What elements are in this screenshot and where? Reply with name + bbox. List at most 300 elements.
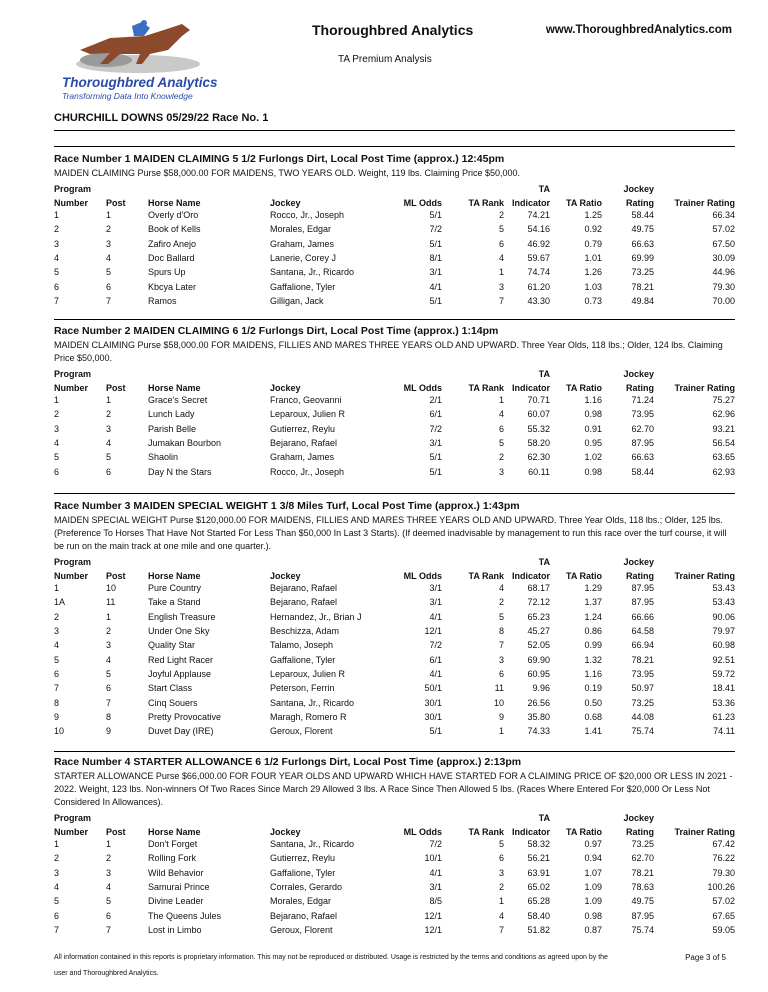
horse-name-cell: The Queens Jules (148, 910, 222, 921)
jockey-rating-cell: 64.58 (631, 626, 654, 637)
column-header (148, 809, 270, 823)
ta-ratio-cell: 1.24 (584, 611, 602, 622)
table-row (54, 894, 735, 908)
ta-indicator-cell: 68.17 (527, 583, 550, 594)
column-header: TA Rank (468, 571, 504, 581)
ml-odds-cell: 12/1 (424, 626, 442, 637)
table-row (54, 407, 735, 421)
column-header (148, 553, 270, 567)
horse-name-cell: Joyful Applause (148, 668, 212, 679)
table-row (54, 208, 735, 222)
ta-rank-cell: 6 (498, 668, 504, 679)
ta-ratio-cell: 0.97 (584, 839, 602, 850)
column-header: Jockey (623, 557, 654, 567)
jockey-rating-cell: 75.74 (631, 726, 654, 737)
horse-name-cell: Start Class (148, 683, 193, 694)
horse-name-cell: Lost in Limbo (148, 924, 202, 935)
ml-odds-cell: 5/1 (429, 210, 442, 221)
footer-disclaimer (54, 950, 654, 982)
table-row (54, 222, 735, 236)
column-header (270, 809, 366, 823)
ta-rank-cell: 6 (498, 238, 504, 249)
jockey-rating-cell: 71.24 (631, 395, 654, 406)
post-cell: 7 (106, 924, 112, 935)
column-header: TA Ratio (566, 383, 602, 393)
column-header (550, 809, 602, 823)
column-header: TA (538, 813, 550, 823)
column-header: Horse Name (148, 383, 201, 393)
jockey-cell: Bejarano, Rafael (270, 438, 338, 449)
ta-rank-cell: 2 (498, 597, 504, 608)
table-row (54, 265, 735, 279)
ta-indicator-cell: 9.96 (532, 683, 550, 694)
ml-odds-cell: 7/2 (429, 224, 442, 235)
column-header: TA (538, 369, 550, 379)
trainer-rating-cell: 100.26 (707, 882, 735, 893)
page-number: Page 3 of 5 (685, 953, 726, 962)
program-cell: 1 (54, 210, 60, 221)
trainer-rating-cell: 53.36 (712, 697, 735, 708)
program-cell: 6 (54, 466, 60, 477)
table-row (54, 908, 735, 922)
jockey-cell: Geroux, Florent (270, 726, 333, 737)
post-cell: 3 (106, 867, 112, 878)
logo (50, 20, 218, 101)
column-header: Number (54, 827, 89, 837)
horse-name-cell: Zafiro Anejo (148, 238, 197, 249)
post-cell: 4 (106, 654, 112, 665)
column-header: Trainer Rating (674, 383, 735, 393)
jockey-cell: Lanerie, Corey J (270, 253, 337, 264)
ta-indicator-cell: 26.56 (527, 697, 550, 708)
divider (54, 146, 735, 147)
column-header (550, 553, 602, 567)
ta-ratio-cell: 1.16 (584, 395, 602, 406)
program-cell: 7 (54, 683, 60, 694)
jockey-cell: Santana, Jr., Ricardo (270, 839, 355, 850)
jockey-cell: Bejarano, Rafael (270, 910, 338, 921)
jockey-rating-cell: 87.95 (631, 438, 654, 449)
column-header (366, 180, 442, 194)
jockey-rating-cell: 78.21 (631, 281, 654, 292)
ta-ratio-cell: 1.41 (584, 726, 602, 737)
trainer-rating-cell: 56.54 (712, 438, 735, 449)
program-cell: 6 (54, 668, 60, 679)
ta-rank-cell: 10 (493, 697, 504, 708)
horse-name-cell: Pretty Provocative (148, 711, 222, 722)
jockey-cell: Gutierrez, Reylu (270, 853, 336, 864)
ml-odds-cell: 5/1 (429, 295, 442, 306)
column-header: Jockey (270, 198, 301, 208)
jockey-cell: Santana, Jr., Ricardo (270, 267, 355, 278)
post-cell: 8 (106, 711, 112, 722)
trainer-rating-cell: 75.27 (712, 395, 735, 406)
ta-ratio-cell: 1.09 (584, 882, 602, 893)
race-section (54, 756, 735, 937)
ta-ratio-cell: 0.98 (584, 466, 602, 477)
program-cell: 5 (54, 896, 60, 907)
ta-indicator-cell: 69.90 (527, 654, 550, 665)
column-header (654, 365, 735, 379)
jockey-rating-cell: 49.75 (631, 896, 654, 907)
ta-indicator-cell: 70.71 (527, 395, 550, 406)
disclaimer-line: user and Thoroughbred Analytics. (54, 970, 159, 977)
horse-name-cell: Grace's Secret (148, 395, 208, 406)
column-header (550, 180, 602, 194)
ml-odds-cell: 2/1 (429, 395, 442, 406)
post-cell: 6 (106, 910, 112, 921)
horse-name-cell: Samurai Prince (148, 882, 210, 893)
post-cell: 5 (106, 668, 112, 679)
column-header: TA Ratio (566, 571, 602, 581)
post-cell: 7 (106, 697, 112, 708)
ta-rank-cell: 11 (494, 683, 504, 694)
column-header (366, 809, 442, 823)
jockey-cell: Talamo, Joseph (270, 640, 334, 651)
ta-ratio-cell: 1.01 (584, 253, 602, 264)
table-row (54, 422, 735, 436)
ta-rank-cell: 4 (498, 910, 504, 921)
table-header-row (54, 553, 735, 567)
jockey-rating-cell: 58.44 (631, 466, 654, 477)
post-cell: 1 (106, 611, 112, 622)
ta-indicator-cell: 65.28 (527, 896, 550, 907)
column-header (654, 809, 735, 823)
program-cell: 3 (54, 626, 60, 637)
ta-indicator-cell: 60.95 (527, 668, 550, 679)
jockey-cell: Bejarano, Rafael (270, 583, 338, 594)
ta-rank-cell: 3 (498, 654, 504, 665)
column-header: Rating (626, 383, 654, 393)
race-title: Race Number 4 STARTER ALLOWANCE 6 1/2 Furlongs Dirt, Local Post Time (approx.) 2:13pm (54, 756, 522, 768)
race-entries-table (54, 553, 735, 738)
jockey-cell: Maragh, Romero R (270, 711, 347, 722)
table-row (54, 450, 735, 464)
ml-odds-cell: 3/1 (429, 882, 442, 893)
column-header (550, 365, 602, 379)
horse-name-cell: Duvet Day (IRE) (148, 726, 214, 737)
column-header: Jockey (270, 827, 301, 837)
column-header: Jockey (270, 383, 301, 393)
column-header (98, 553, 148, 567)
program-cell: 9 (54, 711, 60, 722)
column-header: Trainer Rating (674, 571, 735, 581)
horse-name-cell: Book of Kells (148, 224, 201, 235)
horse-name-cell: Rolling Fork (148, 853, 197, 864)
column-header (442, 553, 504, 567)
ta-rank-cell: 1 (498, 395, 504, 406)
jockey-rating-cell: 87.95 (631, 597, 654, 608)
race-section (54, 325, 735, 479)
table-row (54, 610, 735, 624)
ta-indicator-cell: 58.40 (527, 910, 550, 921)
ta-indicator-cell: 63.91 (527, 867, 550, 878)
ta-ratio-cell: 1.32 (584, 654, 602, 665)
ml-odds-cell: 6/1 (429, 654, 442, 665)
program-cell: 6 (54, 910, 60, 921)
program-cell: 2 (54, 224, 60, 235)
table-header-row (54, 567, 735, 581)
column-header: Rating (626, 827, 654, 837)
ta-rank-cell: 3 (498, 867, 504, 878)
ta-indicator-cell: 56.21 (527, 853, 550, 864)
ta-indicator-cell: 58.32 (527, 839, 550, 850)
jockey-cell: Bejarano, Rafael (270, 597, 338, 608)
table-row (54, 681, 735, 695)
race-description: MAIDEN CLAIMING Purse $58,000.00 FOR MAIDENS, TWO YEARS OLD. Weight, 119 lbs. Claiming Price $50,000. (54, 168, 521, 178)
ta-indicator-cell: 74.21 (527, 210, 550, 221)
ta-indicator-cell: 60.07 (527, 409, 550, 420)
ta-rank-cell: 2 (498, 210, 504, 221)
ta-ratio-cell: 0.19 (584, 683, 602, 694)
jockey-rating-cell: 73.25 (631, 267, 654, 278)
ta-indicator-cell: 74.33 (527, 726, 550, 737)
ta-rank-cell: 1 (498, 726, 504, 737)
ta-indicator-cell: 62.30 (527, 452, 550, 463)
jockey-rating-cell: 62.70 (631, 423, 654, 434)
ta-ratio-cell: 0.79 (584, 238, 602, 249)
column-header (366, 553, 442, 567)
ta-rank-cell: 2 (498, 882, 504, 893)
ta-rank-cell: 5 (498, 839, 504, 850)
jockey-rating-cell: 49.75 (631, 224, 654, 235)
trainer-rating-cell: 70.00 (712, 295, 735, 306)
column-header: Indicator (511, 198, 550, 208)
race-description: STARTER ALLOWANCE Purse $66,000.00 FOR FOUR YEAR OLDS AND UPWARD WHICH HAVE STARTED FOR A CLAIMING PRICE OF $20,000 OR LESS IN 2021 - 2022. Weight, 123 lbs. Non-winners Of Two Races Since March 29 Allowed 3 lbs. A Race Since Then Allowed 5 lbs. (Races Where Entered For $20,000 Or Less Not Considered In Allowances). (54, 771, 733, 807)
table-row (54, 923, 735, 937)
program-cell: 3 (54, 867, 60, 878)
ta-rank-cell: 9 (498, 711, 504, 722)
program-cell: 5 (54, 654, 60, 665)
ml-odds-cell: 4/1 (429, 668, 442, 679)
ta-ratio-cell: 1.37 (584, 597, 602, 608)
trainer-rating-cell: 76.22 (712, 853, 735, 864)
table-header-row (54, 365, 735, 379)
column-header (98, 365, 148, 379)
section-divider (54, 319, 735, 320)
ml-odds-cell: 50/1 (424, 683, 442, 694)
horse-name-cell: Take a Stand (148, 597, 201, 608)
column-header: Program (54, 369, 92, 379)
table-row (54, 464, 735, 478)
ml-odds-cell: 12/1 (424, 910, 442, 921)
column-header (442, 365, 504, 379)
table-row (54, 294, 735, 308)
ta-indicator-cell: 45.27 (527, 626, 550, 637)
horse-name-cell: Cinq Souers (148, 697, 198, 708)
column-header: Rating (626, 571, 654, 581)
section-divider (54, 493, 735, 494)
ta-rank-cell: 2 (498, 452, 504, 463)
column-header (270, 180, 366, 194)
ta-indicator-cell: 61.20 (527, 281, 550, 292)
ta-indicator-cell: 60.11 (528, 466, 550, 477)
ml-odds-cell: 8/1 (429, 253, 442, 264)
table-header-row (54, 194, 735, 208)
trainer-rating-cell: 63.65 (712, 452, 735, 463)
column-header: TA Ratio (566, 198, 602, 208)
column-header: Jockey (623, 813, 654, 823)
program-cell: 5 (54, 267, 60, 278)
trainer-rating-cell: 18.41 (712, 683, 735, 694)
program-cell: 1 (54, 583, 60, 594)
table-row (54, 866, 735, 880)
trainer-rating-cell: 57.02 (712, 896, 735, 907)
column-header: ML Odds (403, 827, 442, 837)
ta-ratio-cell: 1.09 (584, 896, 602, 907)
column-header (366, 365, 442, 379)
program-cell: 4 (54, 253, 60, 264)
post-cell: 5 (106, 896, 112, 907)
race-entries-table (54, 365, 735, 479)
trainer-rating-cell: 67.50 (712, 238, 735, 249)
horse-name-cell: Overly d'Oro (148, 210, 199, 221)
race-title: Race Number 1 MAIDEN CLAIMING 5 1/2 Furlongs Dirt, Local Post Time (approx.) 12:45pm (54, 153, 505, 165)
ta-ratio-cell: 0.98 (584, 409, 602, 420)
program-cell: 7 (54, 924, 60, 935)
horse-name-cell: Under One Sky (148, 626, 210, 637)
ta-ratio-cell: 0.95 (584, 438, 602, 449)
ta-rank-cell: 3 (498, 466, 504, 477)
trainer-rating-cell: 62.96 (712, 409, 735, 420)
column-header (148, 365, 270, 379)
column-header: Jockey (623, 369, 654, 379)
jockey-rating-cell: 58.44 (631, 210, 654, 221)
trainer-rating-cell: 92.51 (712, 654, 735, 665)
table-row (54, 837, 735, 851)
ta-rank-cell: 7 (498, 640, 504, 651)
race-description: MAIDEN CLAIMING Purse $58,000.00 FOR MAIDENS, FILLIES AND MARES THREE YEARS OLD AND UPWARD. Three Year Olds, 118 lbs.; Older, 124 lbs. Claiming Price $50,000. (54, 340, 723, 363)
table-row (54, 279, 735, 293)
jockey-rating-cell: 75.74 (631, 924, 654, 935)
jockey-cell: Beschizza, Adam (270, 626, 340, 637)
jockey-cell: Geroux, Florent (270, 924, 333, 935)
jockey-cell: Hernandez, Jr., Brian J (270, 611, 362, 622)
ml-odds-cell: 4/1 (429, 611, 442, 622)
horse-name-cell: Ramos (148, 295, 177, 306)
column-header: Horse Name (148, 198, 201, 208)
column-header (270, 553, 366, 567)
column-header: Horse Name (148, 827, 201, 837)
ml-odds-cell: 12/1 (424, 924, 442, 935)
post-cell: 3 (106, 238, 112, 249)
ml-odds-cell: 3/1 (429, 583, 442, 594)
trainer-rating-cell: 62.93 (712, 466, 735, 477)
table-row (54, 851, 735, 865)
ta-ratio-cell: 1.16 (584, 668, 602, 679)
ml-odds-cell: 4/1 (429, 281, 442, 292)
column-header (654, 180, 735, 194)
ta-rank-cell: 5 (498, 611, 504, 622)
ta-indicator-cell: 58.20 (527, 438, 550, 449)
trainer-rating-cell: 53.43 (712, 597, 735, 608)
column-header: TA Rank (468, 198, 504, 208)
trainer-rating-cell: 53.43 (712, 583, 735, 594)
jockey-rating-cell: 73.95 (631, 668, 654, 679)
ta-ratio-cell: 1.07 (584, 867, 602, 878)
jockey-rating-cell: 78.21 (631, 867, 654, 878)
horse-name-cell: Lunch Lady (148, 409, 195, 420)
logo-brand: Thoroughbred Analytics (62, 75, 218, 90)
post-cell: 4 (106, 882, 112, 893)
table-row (54, 581, 735, 595)
jockey-rating-cell: 69.99 (631, 253, 654, 264)
table-row (54, 251, 735, 265)
ml-odds-cell: 3/1 (429, 267, 442, 278)
ta-rank-cell: 1 (498, 267, 504, 278)
jockey-rating-cell: 66.63 (631, 238, 654, 249)
table-row (54, 667, 735, 681)
ta-rank-cell: 8 (498, 626, 504, 637)
jockey-rating-cell: 44.08 (631, 711, 654, 722)
ta-rank-cell: 4 (498, 253, 504, 264)
website-link[interactable]: www.ThoroughbredAnalytics.com (545, 24, 732, 36)
table-row (54, 436, 735, 450)
trainer-rating-cell: 44.96 (712, 267, 735, 278)
post-cell: 2 (106, 409, 112, 420)
jockey-cell: Santana, Jr., Ricardo (270, 697, 355, 708)
table-header-row (54, 379, 735, 393)
column-header: Post (106, 571, 126, 581)
program-cell: 3 (54, 238, 60, 249)
column-header: Trainer Rating (674, 198, 735, 208)
jockey-cell: Corrales, Gerardo (270, 882, 343, 893)
jockey-rating-cell: 66.63 (631, 452, 654, 463)
jockey-cell: Graham, James (270, 452, 335, 463)
jockey-cell: Morales, Edgar (270, 896, 332, 907)
ta-indicator-cell: 65.23 (527, 611, 550, 622)
horse-name-cell: Don't Forget (148, 839, 198, 850)
table-row (54, 695, 735, 709)
program-cell: 1A (54, 597, 66, 608)
ta-indicator-cell: 72.12 (527, 597, 550, 608)
page-subtitle: TA Premium Analysis (338, 54, 432, 65)
post-cell: 6 (106, 466, 112, 477)
post-cell: 10 (106, 583, 117, 594)
post-cell: 7 (106, 295, 112, 306)
ta-indicator-cell: 51.82 (527, 924, 550, 935)
post-cell: 1 (106, 839, 112, 850)
post-cell: 5 (106, 452, 112, 463)
ml-odds-cell: 7/2 (429, 640, 442, 651)
column-header (654, 553, 735, 567)
program-cell: 2 (54, 611, 60, 622)
table-row (54, 393, 735, 407)
ta-rank-cell: 5 (498, 438, 504, 449)
program-cell: 4 (54, 640, 60, 651)
post-cell: 6 (106, 683, 112, 694)
post-cell: 2 (106, 626, 112, 637)
ta-rank-cell: 6 (498, 853, 504, 864)
column-header: Post (106, 827, 126, 837)
post-cell: 1 (106, 395, 112, 406)
jockey-cell: Peterson, Ferrin (270, 683, 335, 694)
horse-name-cell: Pure Country (148, 583, 202, 594)
ml-odds-cell: 8/5 (429, 896, 442, 907)
ta-rank-cell: 6 (498, 423, 504, 434)
ta-rank-cell: 4 (498, 409, 504, 420)
ta-rank-cell: 5 (498, 224, 504, 235)
jockey-rating-cell: 78.21 (631, 654, 654, 665)
horse-name-cell: Wild Behavior (148, 867, 204, 878)
ml-odds-cell: 6/1 (429, 409, 442, 420)
ml-odds-cell: 3/1 (429, 438, 442, 449)
column-header (270, 365, 366, 379)
horse-name-cell: Day N the Stars (148, 466, 212, 477)
ml-odds-cell: 5/1 (429, 726, 442, 737)
jockey-cell: Gilligan, Jack (270, 295, 324, 306)
trainer-rating-cell: 57.02 (712, 224, 735, 235)
